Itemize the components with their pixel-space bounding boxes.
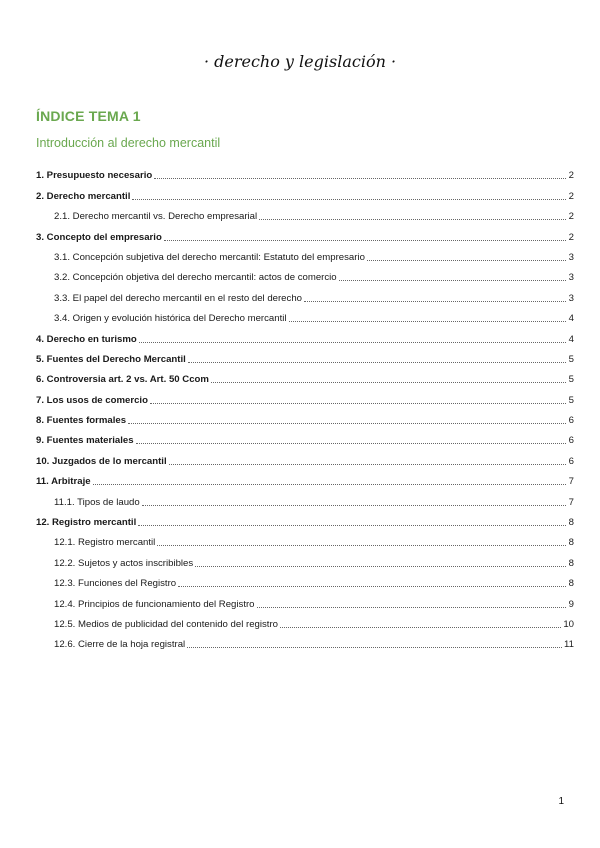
- toc-entry[interactable]: [36, 222, 574, 242]
- toc-leader: [211, 382, 566, 383]
- toc-entry-page: 7: [568, 496, 574, 508]
- toc-leader: [138, 525, 566, 526]
- toc-leader: [195, 566, 566, 567]
- toc-leader: [367, 260, 566, 261]
- toc-entry-text: 12.3. Funciones del Registro: [54, 578, 177, 590]
- toc-entry-page: 9: [568, 598, 574, 610]
- toc-entry-page: 3: [568, 272, 574, 284]
- toc-entry[interactable]: [36, 181, 574, 201]
- toc-entry-page: 6: [568, 455, 574, 467]
- toc-entry-text: 12.4. Principios de funcionamiento del Registro: [54, 598, 255, 610]
- toc-leader: [93, 484, 566, 485]
- toc-leader: [164, 240, 566, 241]
- toc-entry[interactable]: [36, 283, 574, 303]
- toc-entry-text: 3.3. El papel del derecho mercantil en el resto del derecho: [54, 292, 302, 304]
- toc-entry[interactable]: [36, 630, 574, 650]
- toc-entry-text: 3.1. Concepción subjetiva del derecho mercantil: Estatuto del empresario: [54, 251, 365, 263]
- toc-leader: [142, 505, 566, 506]
- toc-entry[interactable]: [36, 406, 574, 426]
- toc-entry-text: 7. Los usos de comercio: [36, 394, 148, 406]
- toc-entry-text: 12.1. Registro mercantil: [54, 537, 156, 549]
- toc-entry[interactable]: [36, 365, 574, 385]
- toc-entry-text: 2.1. Derecho mercantil vs. Derecho empresarial: [54, 211, 258, 223]
- toc-entry-page: 11: [564, 639, 574, 651]
- toc-entry[interactable]: [36, 324, 574, 344]
- toc-entry-page: 2: [568, 211, 574, 223]
- toc-entry[interactable]: [36, 202, 574, 222]
- page-number: 1: [558, 796, 564, 807]
- toc-entry-text: 12. Registro mercantil: [36, 517, 137, 529]
- toc-leader: [150, 403, 566, 404]
- toc-entry-page: 8: [568, 578, 574, 590]
- toc-entry-text: 12.5. Medios de publicidad del contenido del registro: [54, 618, 279, 630]
- toc-entry[interactable]: [36, 508, 574, 528]
- toc-entry[interactable]: [36, 243, 574, 263]
- toc-entry-text: 2. Derecho mercantil: [36, 190, 131, 202]
- table-of-contents: [36, 161, 574, 650]
- toc-leader: [154, 178, 566, 179]
- toc-entry[interactable]: [36, 446, 574, 466]
- toc-leader: [139, 342, 566, 343]
- toc-leader: [178, 586, 566, 587]
- toc-entry-text: 5. Fuentes del Derecho Mercantil: [36, 353, 186, 365]
- toc-entry[interactable]: [36, 385, 574, 405]
- toc-leader: [169, 464, 566, 465]
- toc-entry-page: 7: [568, 476, 574, 488]
- toc-leader: [136, 443, 566, 444]
- toc-entry-page: 3: [568, 292, 574, 304]
- toc-entry-text: 9. Fuentes materiales: [36, 435, 134, 447]
- toc-entry[interactable]: [36, 569, 574, 589]
- toc-leader: [132, 199, 566, 200]
- toc-entry[interactable]: [36, 589, 574, 609]
- toc-entry-text: 3.2. Concepción objetiva del derecho mercantil: actos de comercio: [54, 272, 337, 284]
- toc-entry-text: 12.6. Cierre de la hoja registral: [54, 639, 186, 651]
- toc-leader: [157, 545, 566, 546]
- toc-entry-page: 6: [568, 415, 574, 427]
- toc-entry[interactable]: [36, 161, 574, 181]
- toc-entry-page: 3: [568, 251, 574, 263]
- toc-entry-text: 11.1. Tipos de laudo: [54, 496, 140, 508]
- toc-entry-page: 6: [568, 435, 574, 447]
- toc-entry-page: 5: [568, 374, 574, 386]
- toc-entry-page: 8: [568, 517, 574, 529]
- toc-entry-text: 6. Controversia art. 2 vs. Art. 50 Ccom: [36, 374, 209, 386]
- toc-leader: [304, 301, 566, 302]
- toc-entry-text: 8. Fuentes formales: [36, 415, 127, 427]
- toc-leader: [339, 280, 566, 281]
- toc-entry[interactable]: [36, 263, 574, 283]
- toc-entry-text: 4. Derecho en turismo: [36, 333, 137, 345]
- toc-entry-page: 2: [568, 170, 574, 182]
- toc-entry-page: 5: [568, 394, 574, 406]
- toc-leader: [128, 423, 566, 424]
- toc-leader: [257, 607, 566, 608]
- toc-entry-text: 1. Presupuesto necesario: [36, 170, 153, 182]
- index-title: ÍNDICE TEMA 1: [36, 108, 141, 124]
- toc-entry[interactable]: [36, 467, 574, 487]
- toc-entry-page: 5: [568, 353, 574, 365]
- toc-entry-page: 10: [563, 618, 574, 630]
- toc-entry-page: 2: [568, 190, 574, 202]
- toc-entry[interactable]: [36, 610, 574, 630]
- toc-entry-page: 4: [568, 333, 574, 345]
- toc-entry[interactable]: [36, 345, 574, 365]
- toc-entry[interactable]: [36, 528, 574, 548]
- index-subtitle: Introducción al derecho mercantil: [36, 136, 221, 150]
- toc-entry-page: 8: [568, 537, 574, 549]
- toc-entry[interactable]: [36, 487, 574, 507]
- toc-entry-text: 12.2. Sujetos y actos inscribibles: [54, 557, 194, 569]
- toc-leader: [280, 627, 561, 628]
- toc-leader: [289, 321, 567, 322]
- toc-entry-text: 11. Arbitraje: [36, 476, 91, 488]
- toc-leader: [188, 362, 566, 363]
- toc-entry-page: 8: [568, 557, 574, 569]
- toc-leader: [259, 219, 566, 220]
- toc-entry-text: 3.4. Origen y evolución histórica del Derecho mercantil: [54, 313, 287, 325]
- toc-entry-text: 3. Concepto del empresario: [36, 231, 162, 243]
- page-header: · derecho y legislación ·: [203, 52, 397, 71]
- toc-leader: [187, 647, 562, 648]
- toc-entry[interactable]: [36, 548, 574, 568]
- toc-entry[interactable]: [36, 426, 574, 446]
- toc-entry-page: 2: [568, 231, 574, 243]
- toc-entry-page: 4: [568, 313, 574, 325]
- toc-entry-text: 10. Juzgados de lo mercantil: [36, 455, 167, 467]
- toc-entry[interactable]: [36, 304, 574, 324]
